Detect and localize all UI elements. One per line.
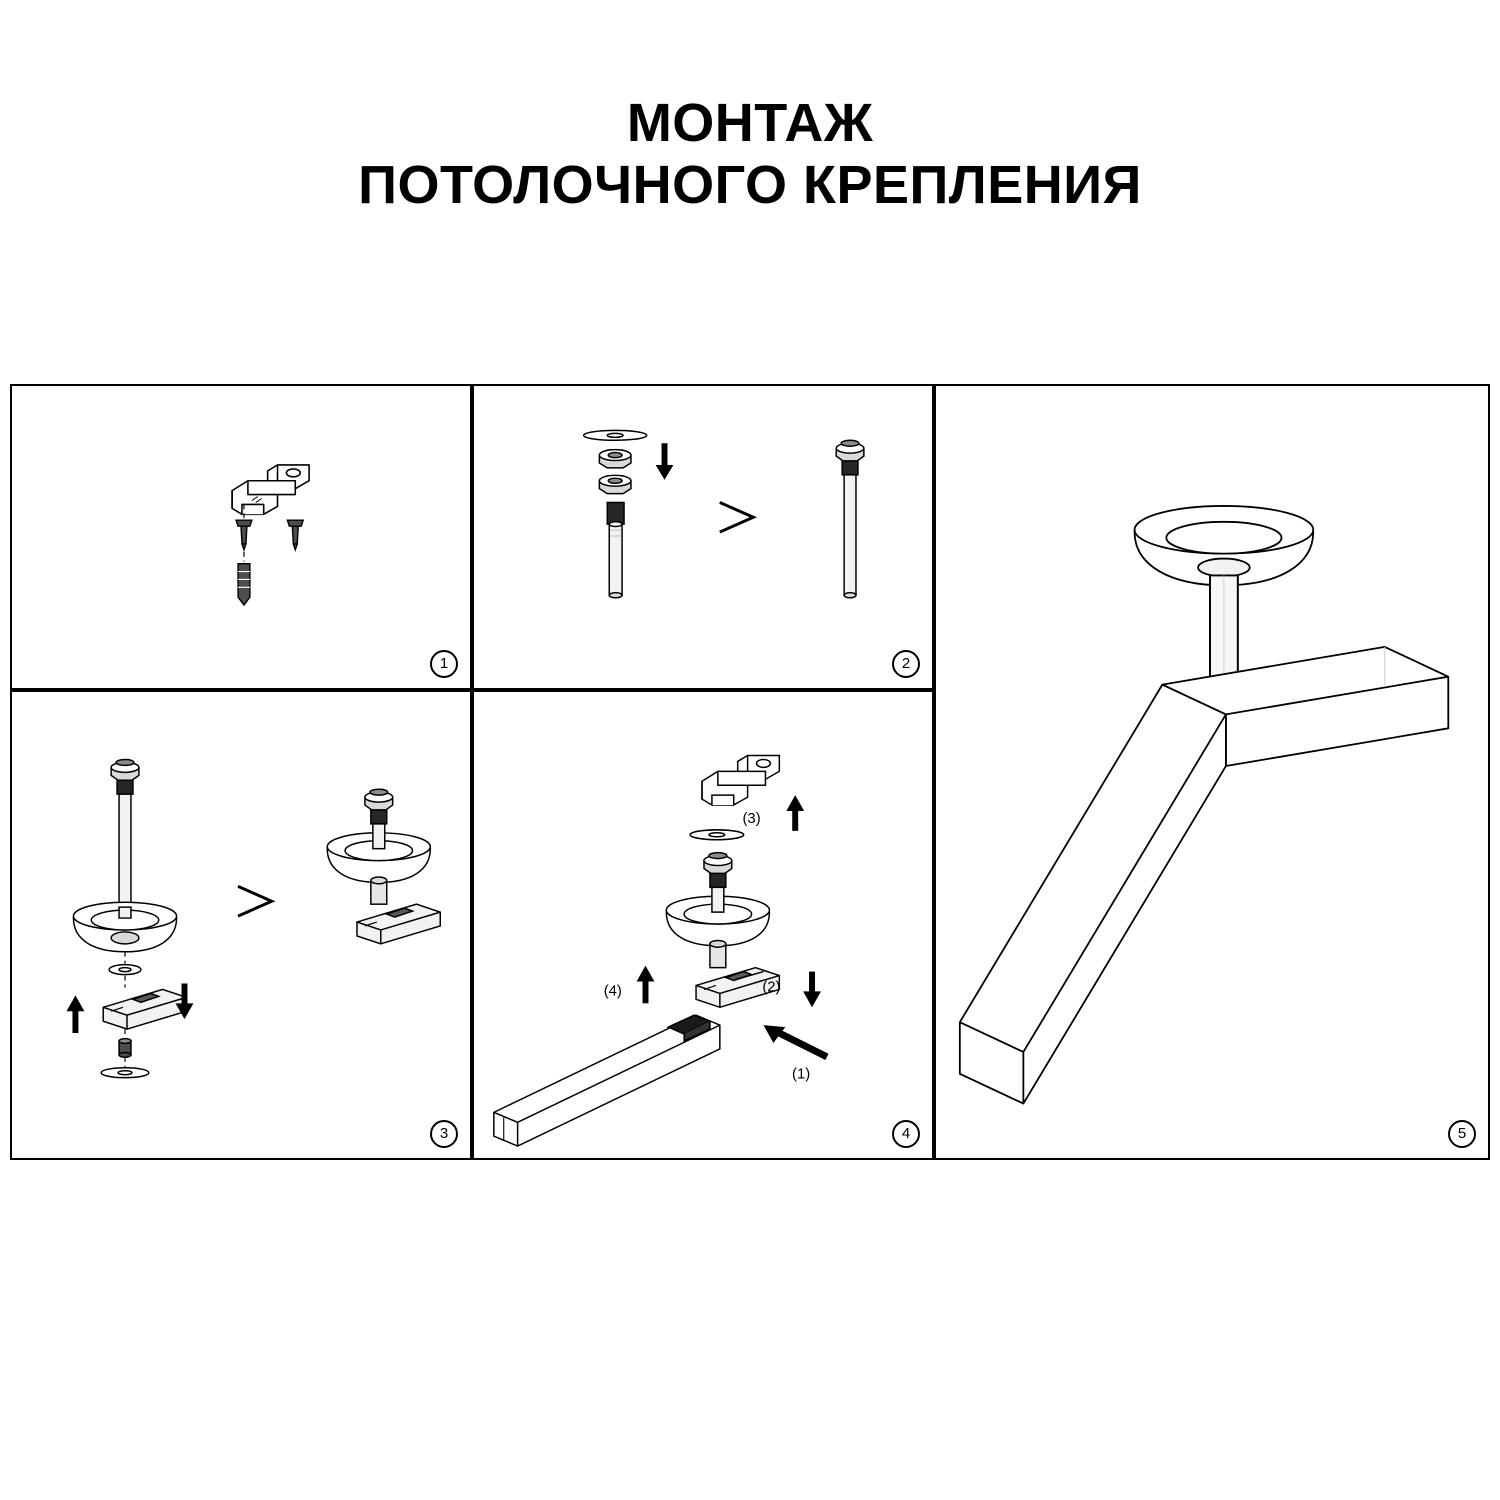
callout-1-label: (1) [792,1066,811,1083]
track-rail [494,1015,720,1146]
step-3-illustration [12,692,470,1158]
threaded-rod [607,502,624,597]
arrow-left-1-icon [763,1025,826,1057]
callout-3-label: (3) [742,810,761,827]
screw-left [236,520,252,550]
washer [584,430,647,440]
wall-anchor [238,564,250,605]
nut-upper [599,450,631,468]
gasket-ring-left [109,965,141,975]
arrow-up-icon [67,995,85,1033]
step-panel-4 [472,690,934,1160]
installed-canopy [1135,506,1314,585]
step-number-badge: 3 [430,1120,458,1148]
step-panel-2 [472,384,934,690]
transition-arrow-icon [720,502,754,532]
washer-bottom-left [101,1068,149,1078]
assembled-rod [836,440,864,598]
linear-luminaire [960,647,1448,1104]
installed-rod [1210,575,1238,684]
rod-nut [704,853,732,888]
ceiling-bracket [702,755,779,805]
screw-right [287,520,303,550]
step-panel-5 [934,384,1490,1160]
transition-arrow-icon [238,886,272,916]
step-number-badge: 4 [892,1120,920,1148]
stud-left [119,1039,131,1058]
assembled-mount-right [327,789,440,944]
arrow-down-2-icon [803,972,821,1008]
step-number-badge: 2 [892,650,920,678]
page-title [0,92,1500,216]
track-adapter-left [103,989,186,1029]
arrow-down-icon [656,443,674,480]
callout-4-label: (4) [603,983,622,1000]
arrow-up-3-icon [786,795,804,831]
step-number-badge: 1 [430,650,458,678]
steps-grid [10,384,1490,1160]
canopy-cup [666,887,769,967]
step-5-illustration [936,386,1488,1158]
step-panel-1 [10,384,472,690]
arrow-up-4-icon [637,966,655,1004]
step-panel-3 [10,690,472,1160]
step-2-illustration [474,386,932,688]
step-4-illustration [474,692,932,1158]
canopy-cup-left [73,902,176,952]
page-title-line-2: ПОТОЛОЧНОГО КРЕПЛЕНИЯ [358,155,1142,215]
nut-lower [599,475,631,493]
rod-left [111,759,139,907]
callout-2-label: (2) [762,979,781,996]
page-title-line-1: МОНТАЖ [626,93,874,153]
step-1-illustration [12,386,470,688]
step-number-badge: 5 [1448,1120,1476,1148]
